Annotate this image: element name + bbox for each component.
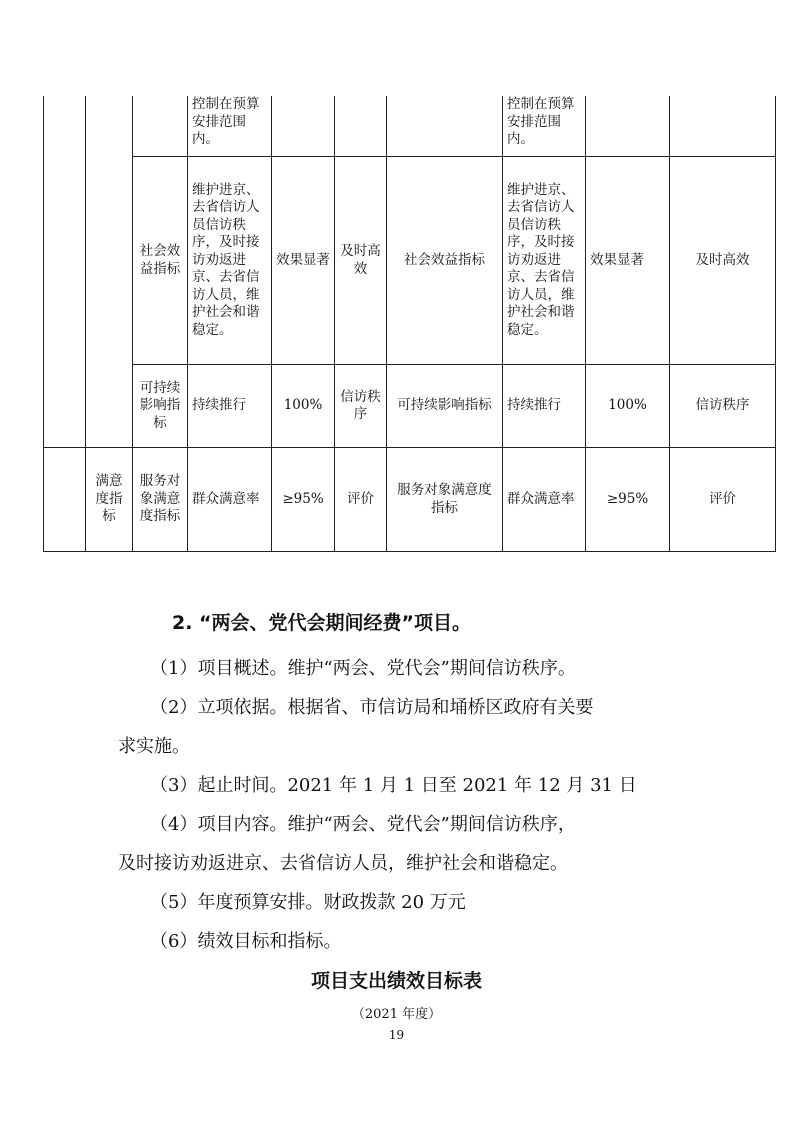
- target-extra: 信访秩序: [335, 365, 387, 448]
- paragraph-period: （3）起止时间。2021 年 1 月 1 日至 2021 年 12 月 31 日: [150, 775, 637, 796]
- actual-text: 持续推行: [503, 365, 586, 448]
- actual-indicator: 社会效益指标: [387, 157, 503, 365]
- paragraph-content-line2: 及时接访劝返进京、去省信访人员，维护社会和谐稳定。: [118, 853, 568, 874]
- actual-text: 群众满意率: [503, 448, 586, 552]
- group-indicator: 满意度指标: [86, 448, 133, 552]
- effect-indicator-cell: [86, 96, 133, 448]
- target-value: 效果显著: [272, 157, 335, 365]
- actual-text: 维护进京、去省信访人员信访秩序，及时接访劝返进京、去省信访人员，维护社会和谐稳定。: [503, 157, 586, 365]
- sub-indicator: 服务对象满意度指标: [133, 448, 188, 552]
- budget-target-text: 控制在预算安排范围内。: [188, 96, 272, 157]
- blank-cell: [586, 96, 670, 157]
- target-extra: 及时高效: [335, 157, 387, 365]
- actual-extra: 及时高效: [670, 157, 776, 365]
- target-value: 100%: [272, 365, 335, 448]
- actual-indicator: 服务对象满意度指标: [387, 448, 503, 552]
- blank-cell: [272, 96, 335, 157]
- target-text: 持续推行: [188, 365, 272, 448]
- paragraph-targets: （6）绩效目标和指标。: [150, 931, 342, 952]
- actual-value: ≥95%: [586, 448, 670, 552]
- paragraph-basis-line2: 求实施。: [118, 736, 190, 757]
- performance-table: [43, 96, 776, 552]
- target-extra: 评价: [335, 448, 387, 552]
- blank-cell: [387, 96, 503, 157]
- paragraph-basis-line1: （2）立项依据。根据省、市信访局和埇桥区政府有关要: [150, 697, 594, 718]
- page-number: 19: [388, 1028, 405, 1042]
- paragraph-content-line1: （4）项目内容。维护“两会、党代会”期间信访秩序，: [150, 814, 576, 835]
- table-year: （2021 年度）: [351, 1007, 442, 1022]
- paragraph-overview: （1）项目概述。维护“两会、党代会”期间信访秩序。: [150, 658, 576, 679]
- blank-cell: [44, 96, 86, 448]
- actual-extra: 评价: [670, 448, 776, 552]
- blank-cell: [133, 96, 188, 157]
- table-row: [44, 96, 776, 157]
- sub-indicator: 社会效益指标: [133, 157, 188, 365]
- blank-cell: [44, 448, 86, 552]
- actual-extra: 信访秩序: [670, 365, 776, 448]
- actual-value: 100%: [586, 365, 670, 448]
- target-text: 群众满意率: [188, 448, 272, 552]
- table-row: [44, 448, 776, 552]
- section-heading: 2. “两会、党代会期间经费”项目。: [172, 612, 472, 634]
- paragraph-budget: （5）年度预算安排。财政拨款 20 万元: [150, 892, 466, 913]
- blank-cell: [670, 96, 776, 157]
- table-row: [44, 365, 776, 448]
- budget-actual-text: 控制在预算安排范围内。: [503, 96, 586, 157]
- table-row: [44, 157, 776, 365]
- blank-cell: [335, 96, 387, 157]
- target-value: ≥95%: [272, 448, 335, 552]
- actual-value: 效果显著: [586, 157, 670, 365]
- actual-indicator: 可持续影响指标: [387, 365, 503, 448]
- sub-indicator: 可持续影响指标: [133, 365, 188, 448]
- target-text: 维护进京、去省信访人员信访秩序，及时接访劝返进京、去省信访人员，维护社会和谐稳定。: [188, 157, 272, 365]
- table-title: 项目支出绩效目标表: [310, 970, 482, 992]
